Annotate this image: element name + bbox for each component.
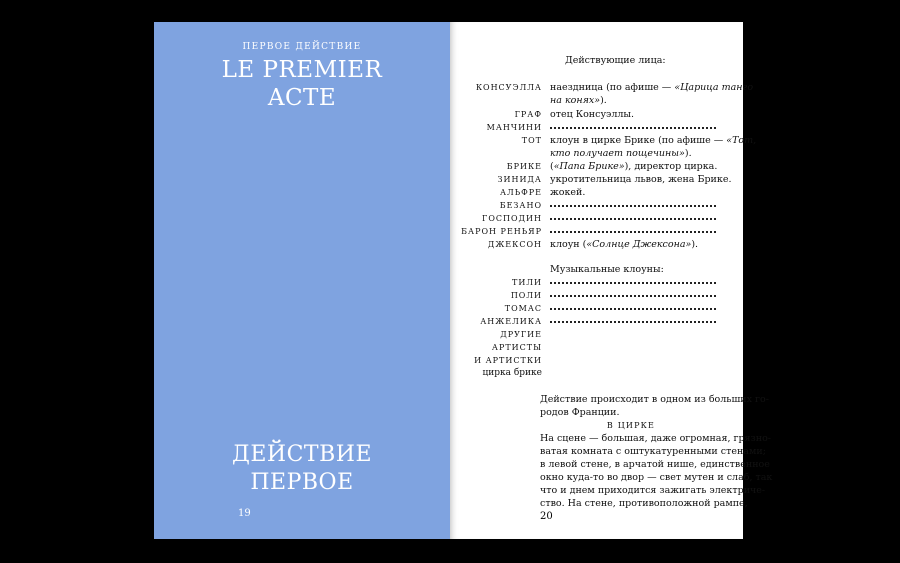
dotted-leader bbox=[550, 276, 716, 284]
cast-name: ТОТ bbox=[521, 136, 542, 145]
clown-name: ТОМАС bbox=[504, 304, 542, 313]
stage-line: На сцене — большая, даже огромная, грязно- bbox=[540, 433, 771, 444]
clown-name: ТИЛИ bbox=[512, 278, 542, 287]
french-title bbox=[154, 56, 450, 112]
cast-desc: укротительница львов, жена Брике. bbox=[550, 174, 732, 185]
cast-name: БЕЗАНО bbox=[499, 201, 542, 210]
stage-line: ство. На стене, противоположной рампе, bbox=[540, 498, 748, 509]
others-line: АРТИСТЫ bbox=[491, 343, 542, 352]
stage-line: в левой стене, в арчатой нише, единственное bbox=[540, 459, 770, 470]
dotted-leader bbox=[550, 212, 716, 220]
russian-title bbox=[154, 441, 450, 497]
others-line: цирка брике bbox=[482, 368, 542, 378]
cast-desc: отец Консуэллы. bbox=[550, 109, 635, 120]
cast-name: ГОСПОДИН bbox=[482, 214, 542, 223]
stage-line: ватая комната с оштукатуренными стенами; bbox=[540, 446, 766, 457]
cast-desc: клоун («Солнце Джексона»). bbox=[550, 239, 699, 250]
russian-title-line1: ДЕЙСТВИЕ bbox=[231, 442, 373, 467]
clown-name: ПОЛИ bbox=[510, 291, 542, 300]
dotted-leader bbox=[550, 302, 716, 310]
cast-desc: жокей. bbox=[550, 187, 586, 198]
cast-name: МАНЧИНИ bbox=[486, 123, 542, 132]
stage-line: окно куда-то во двор — свет мутен и слаб, так bbox=[540, 472, 773, 483]
stage-line: что и днем приходится зажигать электриче- bbox=[540, 485, 766, 496]
cast-name: ЗИНИДА bbox=[497, 175, 542, 184]
left-page bbox=[154, 22, 450, 539]
others-line: И АРТИСТКИ bbox=[474, 356, 542, 365]
cast-name: ДЖЕКСОН bbox=[487, 240, 542, 249]
right-page bbox=[450, 22, 773, 539]
dotted-leader bbox=[550, 315, 716, 323]
cast-desc: на конях»). bbox=[550, 95, 607, 106]
act-kicker: ПЕРВОЕ ДЕЙСТВИЕ bbox=[242, 42, 362, 52]
cast-name: КОНСУЭЛЛА bbox=[475, 83, 542, 92]
cast-name: АЛЬФРЕ bbox=[500, 188, 542, 197]
musical-clowns-heading: Музыкальные клоуны: bbox=[550, 264, 664, 275]
cast-heading: Действующие лица: bbox=[565, 55, 666, 66]
cast-name: ГРАФ bbox=[514, 110, 542, 119]
russian-title-line2: ПЕРВОЕ bbox=[250, 470, 354, 495]
cast-name: БРИКЕ bbox=[506, 162, 542, 171]
cast-name: БАРОН РЕНЬЯР bbox=[461, 227, 542, 236]
setting-line: Действие происходит в одном из больших го- bbox=[540, 394, 769, 405]
dotted-leader bbox=[550, 289, 716, 297]
dotted-leader bbox=[550, 199, 716, 207]
cast-desc: наездница (по афише — «Царица танго bbox=[550, 82, 754, 93]
clown-name: АНЖЕЛИКА bbox=[480, 317, 542, 326]
location-heading: В ЦИРКЕ bbox=[606, 421, 656, 430]
cast-desc: («Папа Брике»), директор цирка. bbox=[550, 161, 718, 172]
french-title-line1: LE PREMIER bbox=[221, 57, 383, 83]
page-number-right: 20 bbox=[540, 511, 553, 522]
dotted-leader bbox=[550, 121, 716, 129]
setting-line: родов Франции. bbox=[540, 407, 620, 418]
cast-desc: клоун в цирке Брике (по афише — «Тот, bbox=[550, 135, 757, 146]
cast-desc: кто получает пощечины»). bbox=[550, 148, 692, 159]
dotted-leader bbox=[550, 225, 716, 233]
others-line: ДРУГИЕ bbox=[500, 330, 542, 339]
page-number-left: 19 bbox=[238, 508, 251, 519]
french-title-line2: ACTE bbox=[267, 85, 337, 111]
